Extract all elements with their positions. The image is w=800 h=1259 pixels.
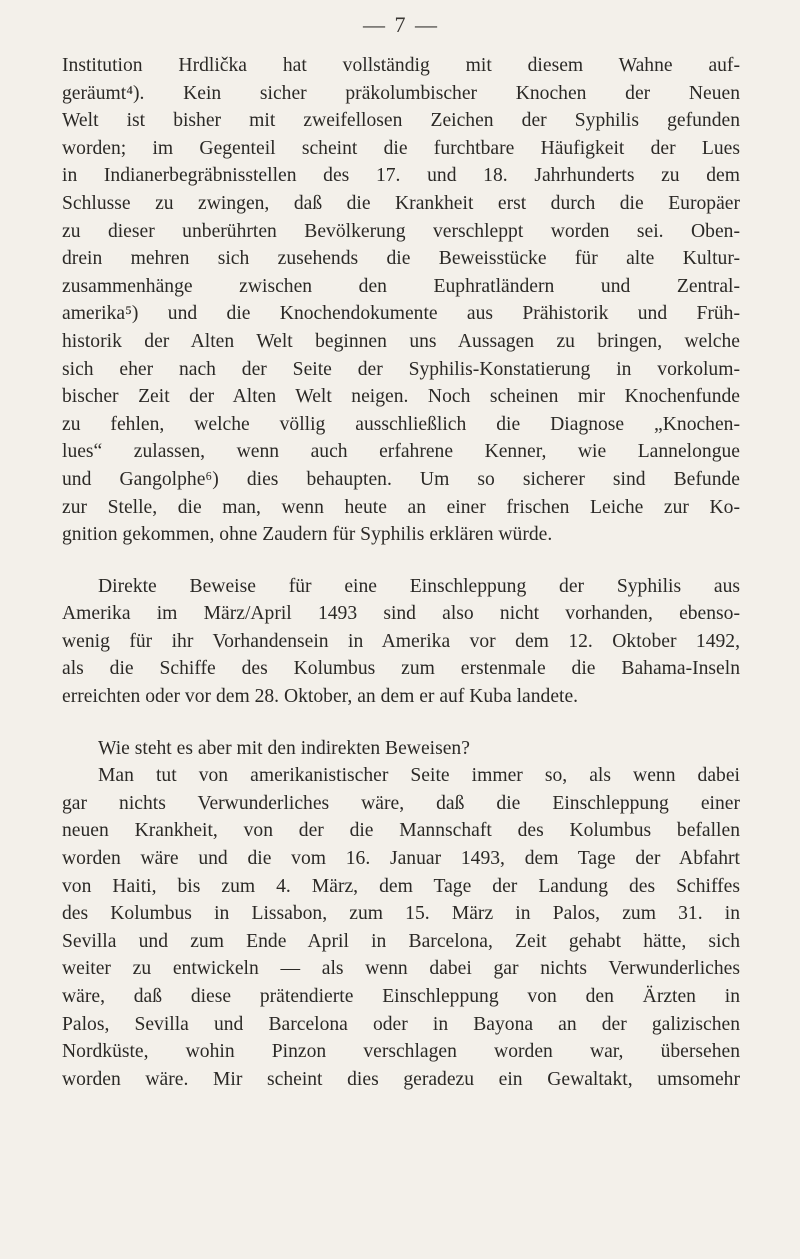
text-line: Palos, Sevilla und Barcelona oder in Bayona an der galizischen xyxy=(62,1013,740,1035)
text-line: zu fehlen, welche völlig ausschließlich die Diagnose „Knochen- xyxy=(62,413,740,435)
text-line: zur Stelle, die man, wenn heute an einer frischen Leiche zur Ko- xyxy=(62,496,740,518)
text-line: zusammenhänge zwischen den Euphratländern und Zentral- xyxy=(62,275,740,297)
text-line: Sevilla und zum Ende April in Barcelona, Zeit gehabt hätte, sich xyxy=(62,930,740,952)
text-line: historik der Alten Welt beginnen uns Aussagen zu bringen, welche xyxy=(62,330,740,352)
text-line: neuen Krankheit, von der die Mannschaft des Kolumbus befallen xyxy=(62,820,740,842)
text-line: in Indianerbegräbnisstellen des 17. und 18. Jahrhunderts zu dem xyxy=(62,165,740,187)
text-line: des Kolumbus in Lissabon, zum 15. März in Palos, zum 31. in xyxy=(62,903,740,925)
text-line: Wie steht es aber mit den indirekten Beweisen? xyxy=(98,737,470,759)
paragraph-3 xyxy=(62,735,740,1094)
text-line: amerika⁵) und die Knochendokumente aus Prähistorik und Früh- xyxy=(62,303,740,325)
text-line: wäre, daß diese prätendierte Einschleppung von den Ärzten in xyxy=(62,986,740,1007)
text-line: Direkte Beweise für eine Einschleppung der Syphilis aus xyxy=(98,575,740,597)
text-line: worden wäre und die vom 16. Januar 1493, dem Tage der Abfahrt xyxy=(62,848,740,870)
text-line: und Gangolphe⁶) dies behaupten. Um so sicherer sind Befunde xyxy=(62,468,740,490)
text-line: Man tut von amerikanistischer Seite immer so, als wenn dabei xyxy=(98,765,740,787)
text-line: sich eher nach der Seite der Syphilis-Konstatierung in vorkolum- xyxy=(62,358,740,380)
text-line: erreichten oder vor dem 28. Oktober, an dem er auf Kuba landete. xyxy=(62,686,579,708)
text-line: bischer Zeit der Alten Welt neigen. Noch scheinen mir Knochenfunde xyxy=(62,386,740,408)
text-line: als die Schiffe des Kolumbus zum erstenmale die Bahama-Inseln xyxy=(62,658,740,680)
text-line: lues“ zulassen, wenn auch erfahrene Kenner, wie Lannelongue xyxy=(62,441,740,463)
text-line: Nordküste, wohin Pinzon verschlagen worden war, übersehen xyxy=(62,1041,740,1063)
text-line: worden wäre. Mir scheint dies geradezu ein Gewaltakt, umsomehr xyxy=(62,1068,740,1090)
text-line: Welt ist bisher mit zweifellosen Zeichen der Syphilis gefunden xyxy=(62,110,740,132)
text-line: gar nichts Verwunderliches wäre, daß die Einschleppung einer xyxy=(62,792,740,814)
text-line: drein mehren sich zusehends die Beweisstücke für alte Kultur- xyxy=(62,248,740,270)
text-line: Schlusse zu zwingen, daß die Krankheit erst durch die Europäer xyxy=(62,192,740,214)
text-line: Institution Hrdlička hat vollständig mit diesem Wahne auf- xyxy=(62,55,740,76)
paragraph-1 xyxy=(62,52,740,549)
text-line: gnition gekommen, ohne Zaudern für Syphilis erklären würde. xyxy=(62,524,553,546)
paragraph-2 xyxy=(62,573,740,711)
text-line: Amerika im März/April 1493 sind also nicht vorhanden, ebenso- xyxy=(62,603,740,625)
text-line: weiter zu entwickeln — als wenn dabei gar nichts Verwunderliches xyxy=(62,958,740,980)
text-line: worden; im Gegenteil scheint die furchtbare Häufigkeit der Lues xyxy=(62,137,740,159)
text-line: von Haiti, bis zum 4. März, dem Tage der Landung des Schiffes xyxy=(62,875,740,897)
page-number: — 7 — xyxy=(363,12,439,37)
text-line: wenig für ihr Vorhandensein in Amerika vor dem 12. Oktober 1492, xyxy=(62,630,740,652)
text-line: geräumt⁴). Kein sicher präkolumbischer Knochen der Neuen xyxy=(62,82,740,104)
text-line: zu dieser unberührten Bevölkerung verschleppt worden sei. Oben- xyxy=(62,220,740,242)
